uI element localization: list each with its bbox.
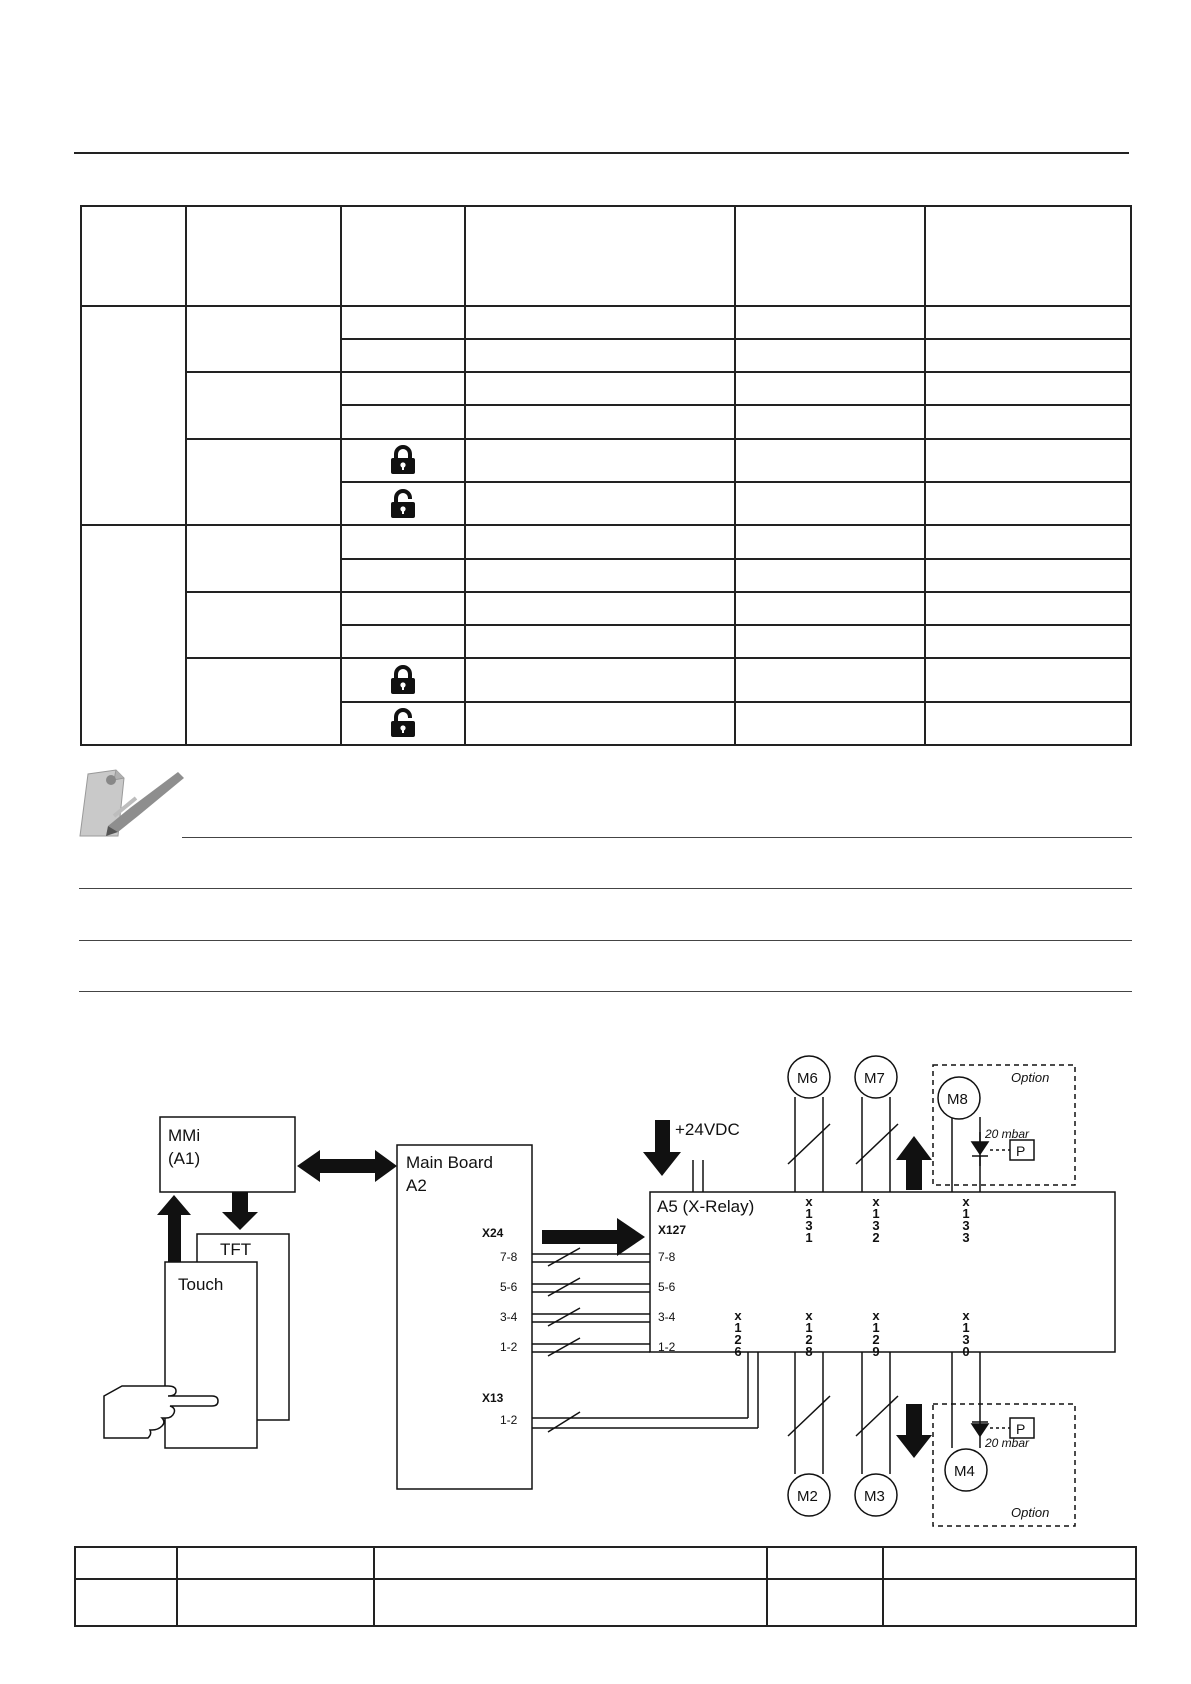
header-cell [735,206,925,306]
header-cell [925,206,1131,306]
bottom-table-header [75,1547,1136,1579]
main-board-id-label: A2 [406,1176,427,1195]
pin-label: 1-2 [500,1340,518,1354]
touch-label: Touch [178,1275,224,1294]
subgroup-cell [186,372,341,438]
group-cell [81,525,186,745]
tft-label: TFT [220,1240,252,1259]
pin-label: 7-8 [500,1250,518,1264]
subgroup-cell [186,658,341,745]
lock-cell [341,439,465,482]
subgroup-cell [186,592,341,658]
connector-label: x 1 2 9 [872,1308,880,1359]
bottom-table [74,1546,1137,1627]
x13-pin-label: 1-2 [500,1413,518,1427]
table-row [81,525,1131,558]
motor-m6: M6 [797,1070,818,1087]
connector-label: x 1 3 3 [962,1194,970,1245]
pin-label: 1-2 [658,1340,676,1354]
table-row [81,306,1131,339]
table-row [81,658,1131,701]
x127-label: X127 [658,1223,687,1237]
connector-label: x 1 3 1 [805,1194,813,1245]
lock-cell [341,658,465,701]
mmi-label: MMi [168,1126,201,1145]
motor-m4: M4 [954,1463,975,1480]
option-label: Option [1011,1505,1050,1520]
subgroup-cell [186,525,341,591]
pin-label: 7-8 [658,1250,676,1264]
output-up-arrow-icon [896,1136,932,1190]
lock-open-icon [390,489,416,519]
motor-m2: M2 [797,1488,818,1505]
a5-relay-box [650,1192,1115,1352]
note-pencil-icon [78,768,184,838]
option-label: Option [1011,1070,1050,1085]
output-down-arrow-icon [896,1404,932,1458]
table-row [81,439,1131,482]
mmi-id-label: (A1) [168,1149,201,1168]
lock-cell [341,482,465,525]
x24-label: X24 [482,1226,504,1240]
x13-label: X13 [482,1391,504,1405]
pressure-label: 20 mbar [985,1127,1030,1141]
motor-m8: M8 [947,1091,968,1108]
pin-label: 5-6 [500,1280,518,1294]
connector-label: x 1 3 2 [872,1194,880,1245]
bidirectional-arrow-icon [297,1150,397,1182]
pressure-switch-label: P [1016,1421,1026,1437]
header-cell [341,206,465,306]
header-rule [74,152,1129,154]
lock-cell [341,702,465,745]
lock-closed-icon [390,445,416,475]
settings-table [80,205,1132,746]
motor-m3: M3 [864,1488,885,1505]
table-row [81,592,1131,625]
table-header-row [81,206,1131,306]
pin-label: 3-4 [658,1310,676,1324]
a5-label: A5 (X-Relay) [657,1197,755,1216]
header-cell [465,206,735,306]
connector-label: x 1 3 0 [962,1308,970,1359]
motor-m7: M7 [864,1070,885,1087]
table-row [81,372,1131,405]
down-arrow-icon [222,1192,258,1230]
pressure-label: 20 mbar [985,1436,1030,1450]
header-cell [186,206,341,306]
group-cell [81,306,186,526]
lock-open-icon [390,708,416,738]
pin-label: 5-6 [658,1280,676,1294]
lock-closed-icon [390,665,416,695]
up-arrow-icon [157,1195,191,1262]
wiring-diagram [0,1040,1191,1530]
divider [79,888,1132,889]
main-board-label: Main Board [406,1153,493,1172]
supply-label: +24VDC [675,1120,740,1139]
divider [79,940,1132,941]
subgroup-cell [186,306,341,372]
divider [79,991,1132,992]
subgroup-cell [186,439,341,526]
pressure-switch-label: P [1016,1143,1026,1159]
header-cell [81,206,186,306]
connector-label: x 1 2 8 [805,1308,813,1359]
note-rule [182,837,1132,838]
right-arrow-icon [542,1218,645,1256]
bottom-table-row [75,1579,1136,1626]
pin-label: 3-4 [500,1310,518,1324]
connector-label: x 1 2 6 [734,1308,742,1359]
